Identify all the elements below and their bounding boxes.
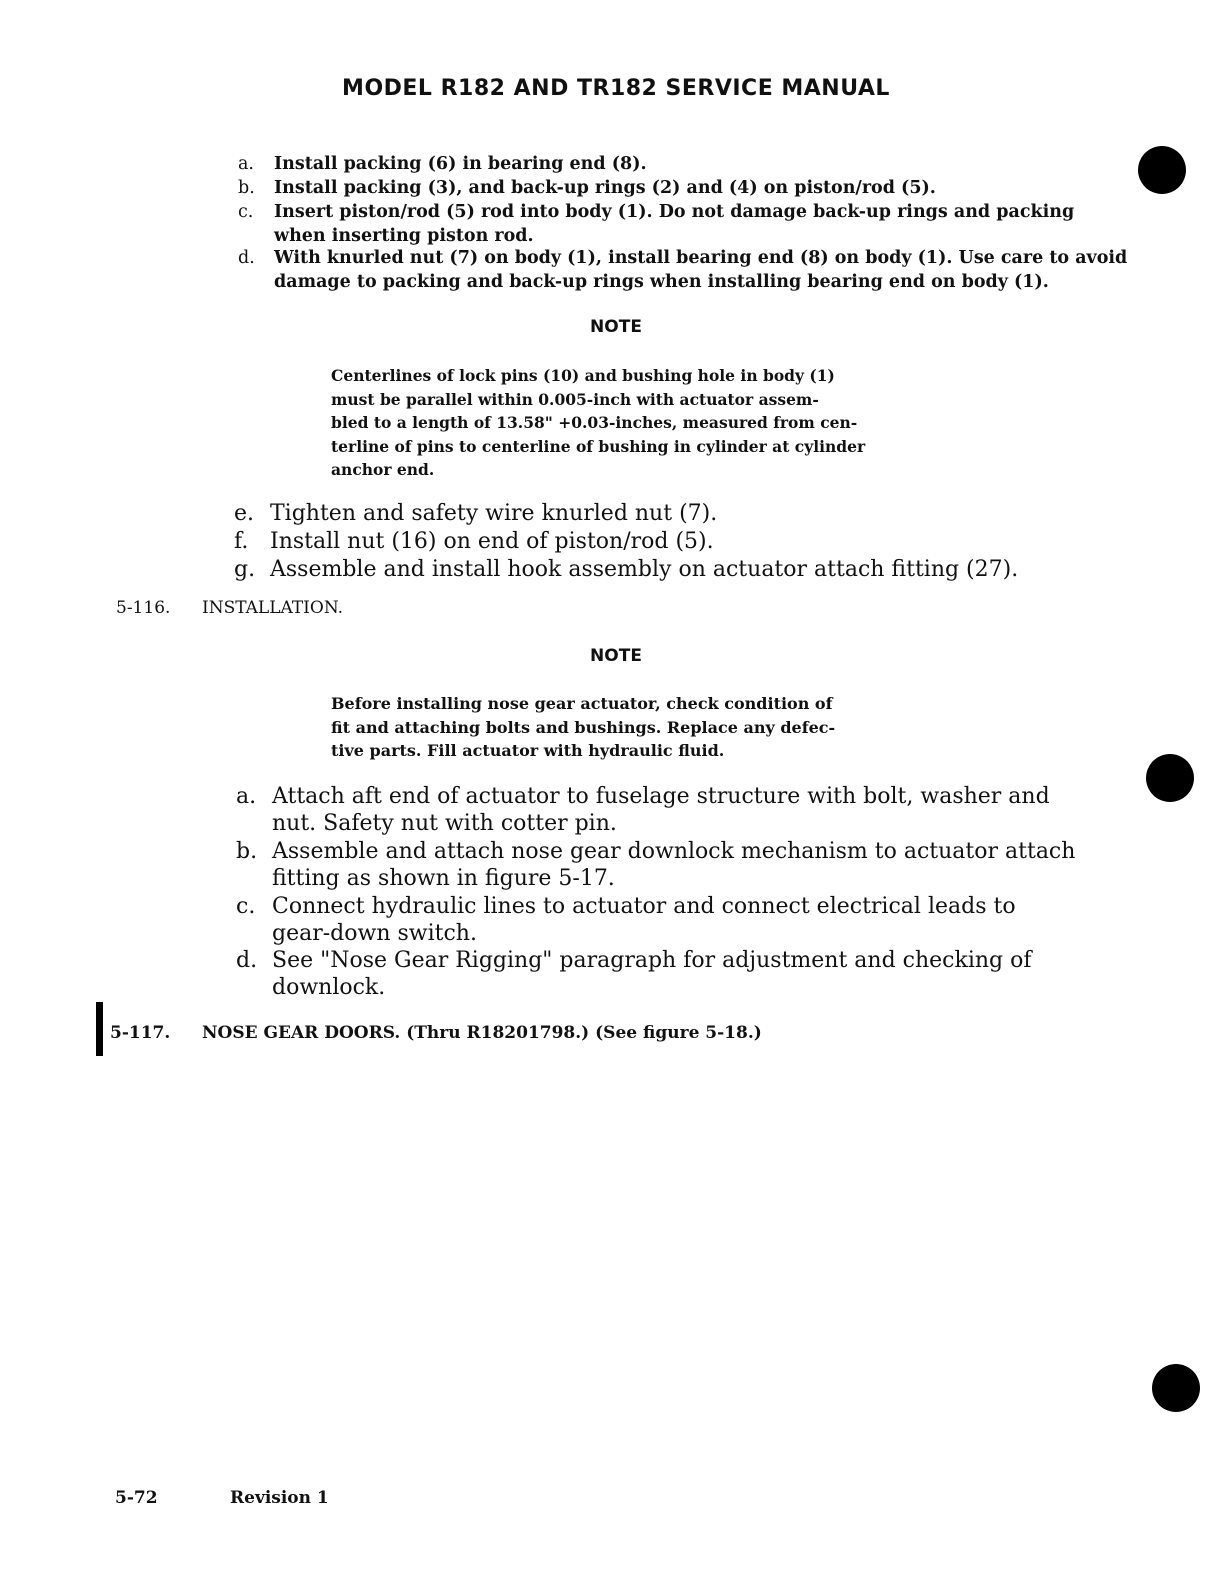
step-c-insert-rod — [238, 200, 1138, 248]
step-label: g. — [234, 557, 256, 582]
section-title: INSTALLATION. — [202, 598, 344, 618]
step-label: b. — [238, 178, 255, 198]
note-line: terline of pins to centerline of bushing in cylinder at cylinder — [331, 436, 866, 456]
step-text-continued: damage to packing and back-up rings when installing bearing end on body (1). — [274, 272, 1049, 292]
step-a-packing — [238, 152, 1138, 176]
step-label: e. — [234, 501, 255, 526]
binder-hole-middle — [1146, 754, 1194, 802]
step-text: Connect hydraulic lines to actuator and connect electrical leads to — [272, 894, 1016, 919]
note-heading: NOTE — [590, 646, 642, 666]
step-text: Install nut (16) on end of piston/rod (5). — [270, 529, 714, 554]
step-text: Install packing (3), and back-up rings (2) and (4) on piston/rod (5). — [274, 178, 936, 198]
step-label: d. — [236, 948, 258, 973]
step-text: Tighten and safety wire knurled nut (7). — [270, 501, 718, 526]
install-step-b — [236, 838, 1146, 892]
step-label: a. — [236, 784, 257, 809]
step-text: Assemble and attach nose gear downlock mechanism to actuator attach — [272, 839, 1076, 864]
step-text-continued: fitting as shown in figure 5-17. — [272, 866, 615, 891]
step-label: c. — [238, 202, 254, 222]
step-label: d. — [238, 248, 255, 268]
note-line: fit and attaching bolts and bushings. Replace any defec- — [331, 717, 836, 737]
note-line: anchor end. — [331, 460, 435, 479]
install-step-d — [236, 947, 1146, 1001]
step-text-continued: gear-down switch. — [272, 921, 477, 946]
step-text: See "Nose Gear Rigging" paragraph for adjustment and checking of — [272, 948, 1032, 973]
page-number: 5-72 — [115, 1488, 158, 1508]
step-g-hook-assembly — [234, 556, 1134, 584]
step-text: Assemble and install hook assembly on actuator attach fitting (27). — [270, 557, 1019, 582]
note-line: Centerlines of lock pins (10) and bushing hole in body (1) — [331, 366, 835, 385]
step-label: f. — [234, 529, 249, 554]
section-title: NOSE GEAR DOORS. (Thru R18201798.) (See figure 5-18.) — [202, 1023, 762, 1043]
note-line: tive parts. Fill actuator with hydraulic fluid. — [331, 741, 725, 760]
binder-hole-bottom — [1152, 1364, 1200, 1412]
section-number: 5-117. — [110, 1023, 171, 1043]
note-line: must be parallel within 0.005-inch with actuator assem- — [331, 389, 819, 409]
install-step-a — [236, 783, 1146, 837]
binder-hole-top — [1138, 146, 1186, 194]
step-text-continued: when inserting piston rod. — [274, 226, 534, 246]
step-b-backup-rings — [238, 176, 1138, 200]
note-body-centerlines — [331, 364, 931, 482]
install-step-c — [236, 893, 1146, 947]
step-text: Insert piston/rod (5) rod into body (1). Do not damage back-up rings and packing — [274, 202, 1075, 222]
step-text: With knurled nut (7) on body (1), install bearing end (8) on body (1). Use care to avoid — [274, 248, 1128, 268]
section-number: 5-116. — [116, 598, 171, 618]
step-text-continued: nut. Safety nut with cotter pin. — [272, 811, 617, 836]
step-d-bearing-end — [238, 246, 1138, 294]
step-label: b. — [236, 839, 258, 864]
step-e-safety-wire — [234, 500, 1134, 528]
page-title: MODEL R182 AND TR182 SERVICE MANUAL — [342, 76, 890, 101]
revision-change-bar — [96, 1002, 103, 1056]
revision-label: Revision 1 — [230, 1488, 329, 1508]
step-text: Attach aft end of actuator to fuselage structure with bolt, washer and — [272, 784, 1050, 809]
note-line: bled to a length of 13.58" +0.03-inches, measured from cen- — [331, 413, 858, 432]
step-label: c. — [236, 894, 256, 919]
step-text: Install packing (6) in bearing end (8). — [274, 154, 647, 174]
step-f-install-nut — [234, 528, 1134, 556]
step-label: a. — [238, 154, 254, 174]
step-text-continued: downlock. — [272, 975, 386, 1000]
note-heading: NOTE — [590, 317, 642, 337]
note-line: Before installing nose gear actuator, check condition of — [331, 694, 833, 713]
note-body-before-installing — [331, 692, 931, 763]
